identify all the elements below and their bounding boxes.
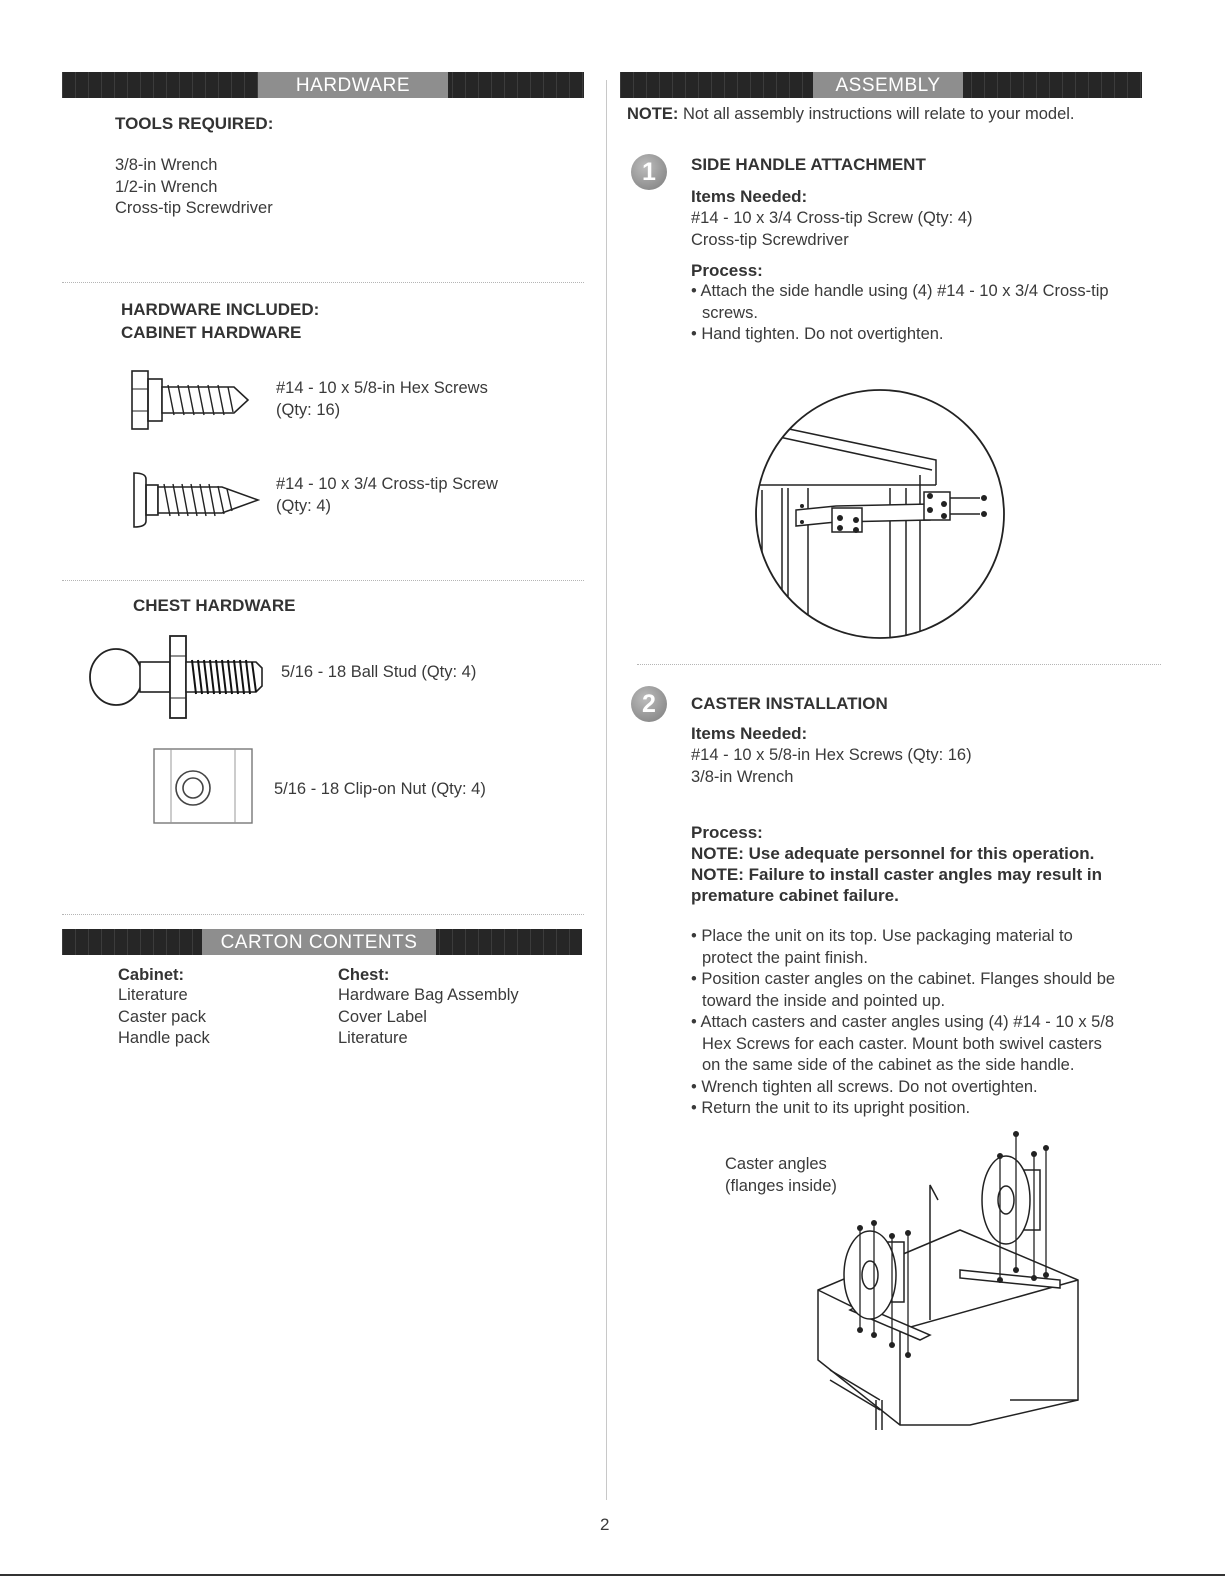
carton-item: Literature xyxy=(118,986,188,1004)
column-divider xyxy=(606,80,607,1500)
step-2-items-heading: Items Needed: xyxy=(691,724,808,743)
step-1-badge: 1 xyxy=(631,154,667,190)
step-1-process: • Attach the side handle using (4) #14 - 10 x 3/4 Cross-tip screws. • Hand tighten. Do not overtighten. xyxy=(691,282,1109,343)
step-2-process-heading: Process: xyxy=(691,823,763,842)
cross-tip-screw-icon xyxy=(130,465,260,535)
ball-stud-label: 5/16 - 18 Ball Stud (Qty: 4) xyxy=(281,663,477,681)
clip-on-nut-icon xyxy=(153,748,253,824)
carton-contents-band-title: CARTON CONTENTS xyxy=(202,929,436,955)
step-2-items: #14 - 10 x 5/8-in Hex Screws (Qty: 16) 3/8-in Wrench xyxy=(691,746,972,786)
side-handle-illustration xyxy=(740,380,1010,640)
hardware-band-title: HARDWARE xyxy=(258,72,448,98)
carton-cabinet-heading: Cabinet: xyxy=(118,966,184,984)
carton-item: Literature xyxy=(338,1029,408,1047)
assembly-band-title: ASSEMBLY xyxy=(813,72,963,98)
step-1-items: #14 - 10 x 3/4 Cross-tip Screw (Qty: 4) Cross-tip Screwdriver xyxy=(691,209,973,249)
caster-angles-callout: Caster angles (flanges inside) xyxy=(725,1155,837,1195)
step-1-title: SIDE HANDLE ATTACHMENT xyxy=(691,155,926,174)
bottom-border xyxy=(0,1574,1225,1576)
carton-chest-list xyxy=(338,966,519,1050)
hardware-included-heading: HARDWARE INCLUDED: CABINET HARDWARE xyxy=(121,300,320,342)
ball-stud-icon xyxy=(88,632,268,722)
step-2-badge: 2 xyxy=(631,686,667,722)
section-divider xyxy=(62,914,584,915)
tools-list xyxy=(115,155,273,220)
carton-cabinet-list xyxy=(118,966,210,1050)
assembly-note: NOTE: Not all assembly instructions will relate to your model. xyxy=(627,105,1075,123)
carton-item: Cover Label xyxy=(338,1007,427,1026)
carton-contents-band xyxy=(62,929,582,955)
hex-screw-label: #14 - 10 x 5/8-in Hex Screws (Qty: 16) xyxy=(276,379,488,419)
carton-item: Caster pack xyxy=(118,1007,207,1026)
tool-item: Cross-tip Screwdriver xyxy=(115,199,273,217)
cross-tip-screw-label: #14 - 10 x 3/4 Cross-tip Screw (Qty: 4) xyxy=(276,475,498,515)
chest-hardware-heading: CHEST HARDWARE xyxy=(133,596,296,615)
section-divider xyxy=(637,664,1161,665)
section-divider xyxy=(62,282,584,283)
page-number: 2 xyxy=(600,1515,610,1534)
step-2-notes: NOTE: Use adequate personnel for this operation. NOTE: Failure to install caster angles may result in premature cabinet failure. xyxy=(691,844,1102,905)
hex-screw-icon xyxy=(130,365,250,435)
clip-on-nut-label: 5/16 - 18 Clip-on Nut (Qty: 4) xyxy=(274,780,486,798)
step-2-process: • Place the unit on its top. Use packaging material to protect the paint finish. • Position caster angles on the cabinet. Flanges should be toward the inside and pointed up. • Attach casters and caster angles using (4) #14 - 10 x 5/8 Hex Screws for each caster. Mount both swivel casters on the same side of the cabinet as the side handle. • Wrench tighten all screws. Do not overtighten. • Return the unit to its upright position. xyxy=(691,927,1116,1117)
assembly-band xyxy=(620,72,1142,98)
carton-chest-heading: Chest: xyxy=(338,966,390,984)
hardware-band xyxy=(62,72,584,98)
tool-item: 1/2-in Wrench xyxy=(115,177,218,196)
tools-required-heading: TOOLS REQUIRED: xyxy=(115,114,274,133)
tool-item: 3/8-in Wrench xyxy=(115,156,218,174)
step-2-title: CASTER INSTALLATION xyxy=(691,694,888,713)
carton-item: Hardware Bag Assembly xyxy=(338,986,519,1004)
step-1-process-heading: Process: xyxy=(691,261,763,280)
section-divider xyxy=(62,580,584,581)
caster-installation-illustration xyxy=(810,1130,1090,1435)
carton-item: Handle pack xyxy=(118,1029,210,1047)
step-1-items-heading: Items Needed: xyxy=(691,187,808,206)
